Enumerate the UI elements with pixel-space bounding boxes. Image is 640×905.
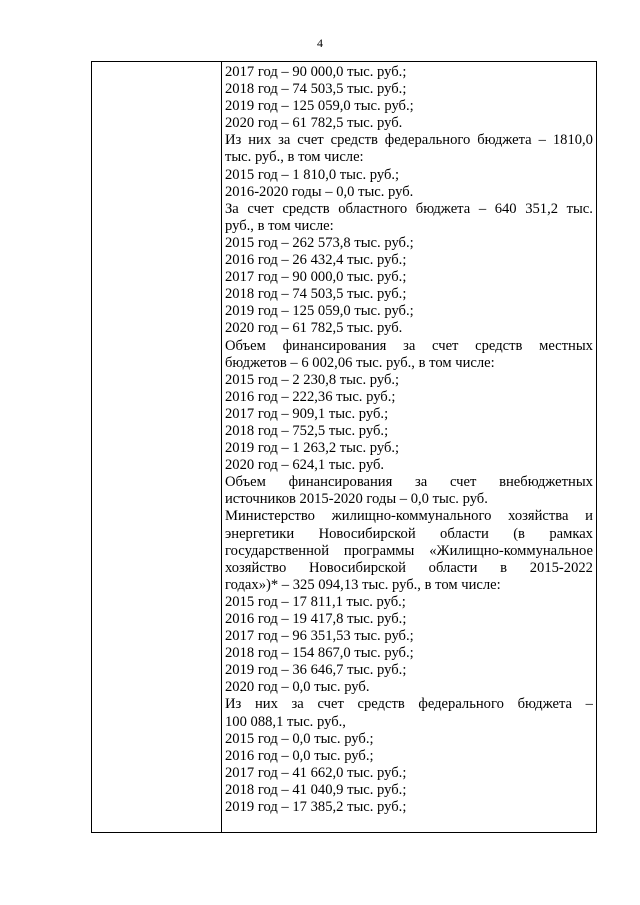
text-word: «Жилищно-коммунальное	[429, 542, 593, 559]
text-word: 640	[494, 200, 517, 217]
text-word: финансирования	[282, 337, 387, 354]
text-line: 100 088,1 тыс. руб.,	[225, 713, 346, 730]
text-word: средств	[330, 132, 378, 149]
text-word: бюджета	[415, 200, 471, 217]
text-line	[225, 526, 593, 543]
text-word: них	[248, 132, 272, 149]
text-line	[225, 543, 593, 560]
text-word: счет	[432, 337, 459, 354]
text-line	[225, 696, 593, 713]
text-line: 2017 год – 909,1 тыс. руб.;	[225, 405, 389, 422]
text-word: федерального	[418, 696, 504, 713]
text-word: Объем	[225, 337, 266, 354]
text-line: 2019 год – 1 263,2 тыс. руб.;	[225, 440, 400, 457]
table-left-column	[92, 62, 222, 832]
text-word: бюджета	[517, 696, 572, 713]
text-line	[225, 474, 593, 491]
text-word: за	[415, 474, 428, 491]
text-word: счет	[450, 474, 477, 491]
text-line: 2020 год – 61 782,5 тыс. руб.	[225, 115, 403, 132]
text-word: тыс.	[566, 200, 593, 217]
text-word: за	[403, 337, 416, 354]
text-word: Объем	[225, 474, 266, 491]
text-line	[225, 338, 593, 355]
text-word: 2015-2022	[529, 559, 593, 576]
text-word: Из	[225, 132, 242, 149]
text-word: финансирования	[288, 474, 393, 491]
text-line: 2019 год – 125 059,0 тыс. руб.;	[225, 98, 414, 115]
text-word: них	[254, 696, 278, 713]
text-word: средств	[357, 696, 405, 713]
text-word: средств	[282, 200, 330, 217]
text-line: 2016-2020 годы – 0,0 тыс. руб.	[225, 183, 414, 200]
text-line: 2020 год – 624,1 тыс. руб.	[225, 457, 385, 474]
text-line: 2017 год – 90 000,0 тыс. руб.;	[225, 269, 407, 286]
text-word: бюджета	[477, 132, 532, 149]
text-word: счет	[297, 132, 324, 149]
text-word: жилищно-коммунального	[331, 508, 492, 525]
text-line	[225, 560, 593, 577]
text-line: 2016 год – 0,0 тыс. руб.;	[225, 747, 374, 764]
text-line: 2015 год – 1 810,0 тыс. руб.;	[225, 166, 400, 183]
text-word: и	[585, 508, 593, 525]
text-word: программы	[343, 542, 415, 559]
text-word: (в	[513, 525, 525, 542]
text-line: 2017 год – 41 662,0 тыс. руб.;	[225, 764, 407, 781]
text-word: Из	[225, 696, 242, 713]
text-word: Новосибирской	[318, 525, 416, 542]
text-word: 1810,0	[552, 132, 593, 149]
text-word: Новосибирской	[308, 559, 406, 576]
text-word: хозяйство	[225, 559, 287, 576]
text-line: тыс. руб., в том числе:	[225, 149, 364, 166]
text-line: 2018 год – 41 040,9 тыс. руб.;	[225, 781, 407, 798]
text-line: 2015 год – 17 811,1 тыс. руб.;	[225, 593, 406, 610]
text-word: местных	[539, 337, 593, 354]
text-line	[225, 132, 593, 149]
text-line: 2017 год – 96 351,53 тыс. руб.;	[225, 628, 414, 645]
text-line: руб., в том числе:	[225, 217, 334, 234]
text-line: 2020 год – 61 782,5 тыс. руб.	[225, 320, 403, 337]
text-line: 2018 год – 74 503,5 тыс. руб.;	[225, 286, 407, 303]
text-word: за	[291, 696, 304, 713]
text-line: бюджетов – 6 002,06 тыс. руб., в том числе:	[225, 354, 495, 371]
text-word: государственной	[225, 542, 330, 559]
text-line: 2015 год – 262 573,8 тыс. руб.;	[225, 234, 414, 251]
text-word: области	[440, 525, 489, 542]
text-line: 2019 год – 125 059,0 тыс. руб.;	[225, 303, 414, 320]
text-line: 2015 год – 2 230,8 тыс. руб.;	[225, 371, 400, 388]
text-line: 2019 год – 17 385,2 тыс. руб.;	[225, 799, 407, 816]
text-word: –	[585, 696, 593, 713]
text-word: За	[225, 200, 239, 217]
text-line: 2015 год – 0,0 тыс. руб.;	[225, 730, 374, 747]
text-line	[225, 508, 593, 525]
text-word: Министерство	[225, 508, 315, 525]
text-word: в	[500, 559, 508, 576]
text-word: за	[278, 132, 291, 149]
text-word: областного	[338, 200, 408, 217]
table-right-column	[225, 64, 593, 816]
text-word: 351,2	[525, 200, 559, 217]
page-number: 4	[317, 36, 323, 50]
text-word: средств	[475, 337, 523, 354]
text-word: счет	[247, 200, 274, 217]
text-line: годах»)* – 325 094,13 тыс. руб., в том числе:	[225, 576, 501, 593]
text-line: 2019 год – 36 646,7 тыс. руб.;	[225, 662, 407, 679]
text-word: хозяйства	[508, 508, 569, 525]
text-line: 2018 год – 752,5 тыс. руб.;	[225, 422, 389, 439]
text-line: 2016 год – 19 417,8 тыс. руб.;	[225, 611, 407, 627]
text-word: федерального	[384, 132, 471, 149]
text-line: 2018 год – 74 503,5 тыс. руб.;	[225, 81, 407, 98]
text-line: 2020 год – 0,0 тыс. руб.	[225, 679, 370, 696]
text-line: 2017 год – 90 000,0 тыс. руб.;	[225, 64, 407, 80]
text-line: источников 2015-2020 годы – 0,0 тыс. руб.	[225, 491, 488, 508]
text-line	[225, 201, 593, 218]
text-word: рамках	[549, 525, 593, 542]
text-word: –	[478, 200, 487, 217]
text-word: внебюджетных	[499, 474, 593, 491]
text-line: 2016 год – 26 432,4 тыс. руб.;	[225, 252, 407, 269]
document-table	[91, 61, 597, 833]
text-word: области	[428, 559, 478, 576]
text-word: –	[538, 132, 546, 149]
text-word: счет	[317, 696, 344, 713]
text-line: 2018 год – 154 867,0 тыс. руб.;	[225, 645, 414, 662]
text-line: 2016 год – 222,36 тыс. руб.;	[225, 388, 396, 405]
text-word: энергетики	[225, 525, 295, 542]
